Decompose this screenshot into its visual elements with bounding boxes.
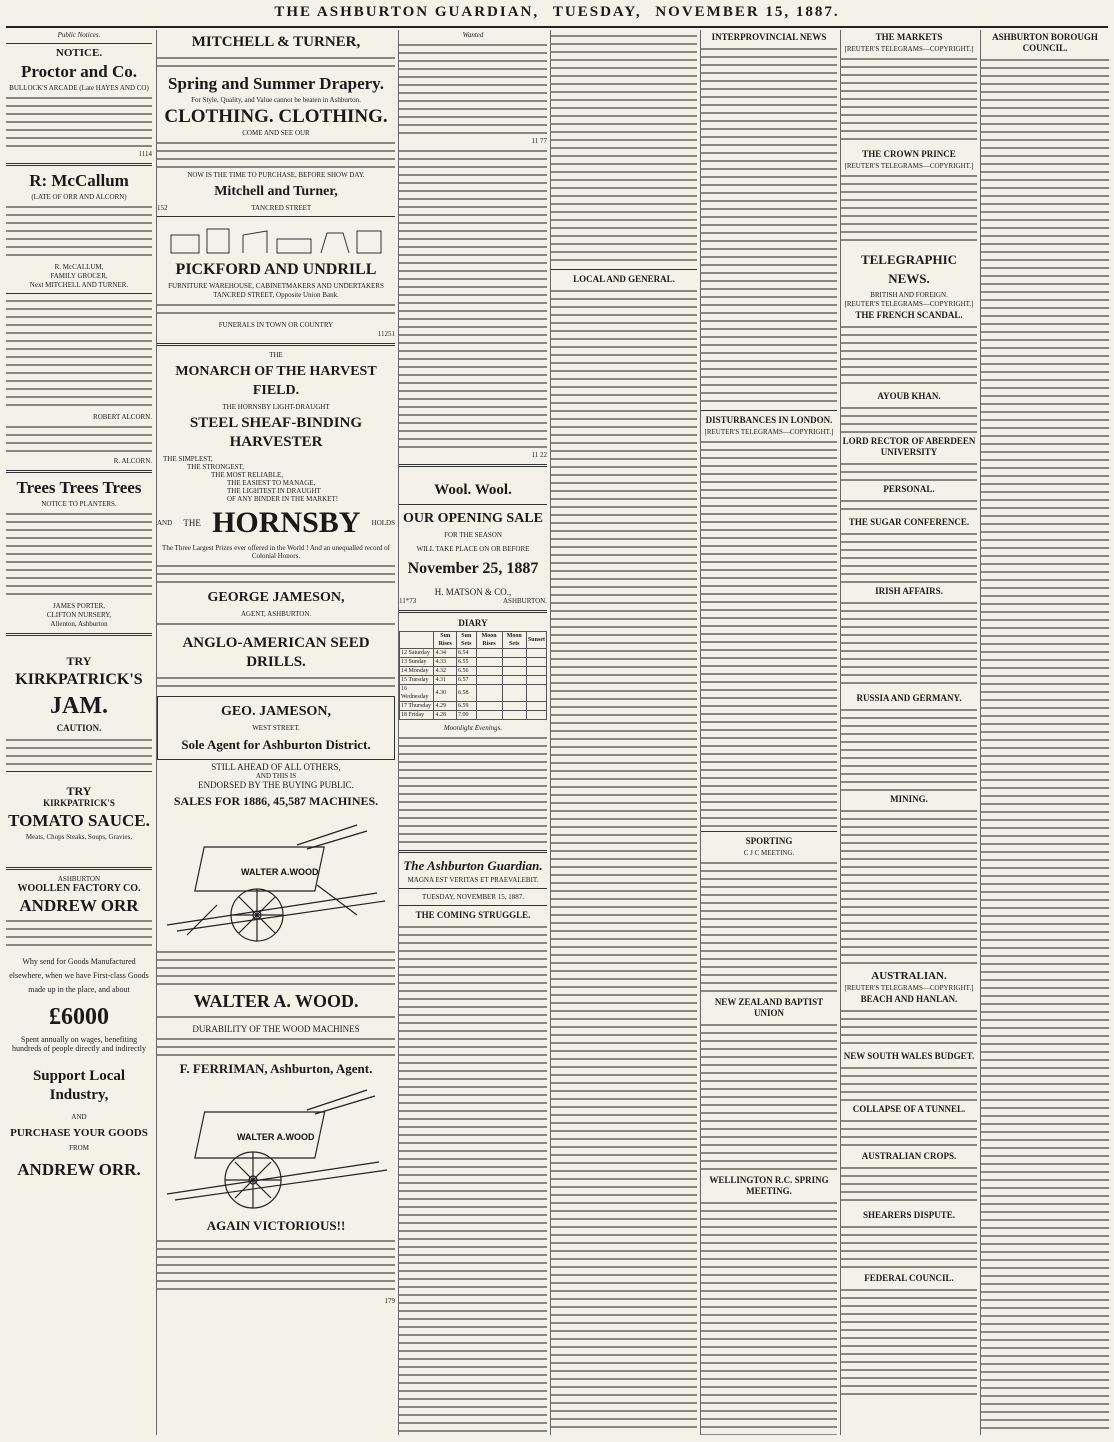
clifton-nursery: CLIFTON NURSERY, <box>46 611 112 619</box>
diary-row <box>400 676 547 685</box>
ferriman-agent: F. FERRIMAN, Ashburton, Agent. <box>179 1061 373 1076</box>
column-6 <box>840 30 977 1435</box>
three-prizes: The Three Largest Prizes ever offered in the World ! And an unequalled record of Colonial Honors. <box>162 544 390 560</box>
try-1: TRY <box>66 654 92 668</box>
masthead <box>6 4 1108 28</box>
the-2: THE <box>183 518 201 528</box>
diary-row <box>400 685 547 702</box>
proctor-heading: Proctor and Co. <box>20 62 137 81</box>
wanted-ads-2 <box>399 148 547 448</box>
masthead-date: NOVEMBER 15, 1887. <box>655 4 840 20</box>
borough-council: ASHBURTON BOROUGH COUNCIL. <box>992 32 1098 53</box>
baptist-union: NEW ZEALAND BAPTIST UNION <box>714 997 824 1018</box>
moonlight-evenings: Moonlight Evenings. <box>443 724 503 732</box>
wellington-rc: WELLINGTON R.C. SPRING MEETING. <box>709 1175 829 1196</box>
jam-heading: JAM. <box>50 693 108 719</box>
crown-text <box>841 173 977 247</box>
geo-jameson: GEO. JAMESON, <box>220 704 332 719</box>
easiest: THE EASIEST TO MANAGE, <box>227 479 316 487</box>
meats-line: Meats, Chops Steaks, Soups, Gravies, <box>25 833 133 841</box>
agent-ashburton: AGENT, ASHBURTON. <box>240 610 312 618</box>
alcorn-text-2 <box>6 424 152 454</box>
andrew-orr-heading: ANDREW ORR <box>19 896 139 915</box>
proctor-num: 1114 <box>138 150 152 158</box>
nsw-text <box>841 1065 977 1101</box>
telegraphic-news: TELEGRAPHIC NEWS. <box>860 252 958 286</box>
disturbances-text <box>701 439 837 827</box>
caution-text <box>6 737 152 767</box>
council-text <box>981 57 1109 1435</box>
alcorn-sign: ROBERT ALCORN. <box>93 413 152 421</box>
furniture-illustration <box>157 221 395 257</box>
diary-row <box>400 711 547 720</box>
come-and-see: COME AND SEE OUR <box>242 129 310 137</box>
diary-header-cell <box>400 632 434 649</box>
diary-cell: 6.59 <box>457 702 477 711</box>
diary-cell <box>502 667 526 676</box>
simplest: THE SIMPLEST, <box>163 455 213 463</box>
lord-text <box>841 461 977 481</box>
diary-cell: 14 Monday <box>400 667 434 676</box>
british-foreign: BRITISH AND FOREIGN. <box>870 291 948 299</box>
clothing-heading: CLOTHING. CLOTHING. <box>164 106 388 127</box>
diary-cell <box>502 711 526 720</box>
mining-heading: MINING. <box>890 794 928 804</box>
crops-text <box>841 1165 977 1207</box>
diary-cell: 6.58 <box>457 685 477 702</box>
alcorn-text <box>6 298 152 410</box>
tancred-union: TANCRED STREET, Opposite Union Bank. <box>213 291 339 299</box>
public-notices-label: Public Notices. <box>57 31 101 39</box>
column-3 <box>398 30 547 1435</box>
still-ahead: STILL AHEAD OF ALL OTHERS, <box>211 762 341 772</box>
matson-co: H. MATSON & CO., <box>434 587 512 597</box>
diary-cell: 18 Friday <box>400 711 434 720</box>
reaper-binder-illustration-2 <box>157 1082 395 1212</box>
diary-cell: 4.29 <box>434 702 457 711</box>
anglo-text <box>157 675 395 693</box>
furniture-warehouse: FURNITURE WAREHOUSE, CABINETMAKERS AND UNDERTAKERS <box>168 282 384 290</box>
sole-agent: Sole Agent for Ashburton District. <box>181 737 371 752</box>
reaper-binder-illustration-1 <box>157 815 395 945</box>
diary-cell: 4.31 <box>434 676 457 685</box>
masthead-title: THE ASHBURTON GUARDIAN, <box>274 4 540 20</box>
allenton: Allenton, Ashburton <box>50 620 108 628</box>
beach-text <box>841 1008 977 1048</box>
made-up: made up in the place, and about <box>28 985 130 994</box>
diary-cell: 16 Wednesday <box>400 685 434 702</box>
diary-cell: 4.33 <box>434 658 457 667</box>
diary-header-cell: Moon Sets <box>502 632 526 649</box>
irish-affairs: IRISH AFFAIRS. <box>875 586 943 596</box>
column-4 <box>550 30 697 1435</box>
ad-num-152: 152 <box>157 204 168 212</box>
funerals: FUNERALS IN TOWN OR COUNTRY <box>218 321 334 329</box>
mccallum-heading: R: McCallum <box>29 171 129 190</box>
caution-heading: CAUTION. <box>56 723 102 733</box>
ayoub-text <box>841 405 977 433</box>
diary-cell: 6.54 <box>457 649 477 658</box>
lightest: THE LIGHTEST IN DRAUGHT <box>227 487 321 495</box>
tomato-sauce-heading: TOMATO SAUCE. <box>8 811 150 830</box>
markets-text <box>841 56 977 146</box>
the-label: THE <box>269 351 283 359</box>
masthead-day: TUESDAY, <box>552 4 642 20</box>
diary-heading: DIARY <box>458 618 488 628</box>
purchase-goods: PURCHASE YOUR GOODS <box>10 1127 148 1139</box>
and-word: AND <box>157 519 173 527</box>
wanted-label: Wanted <box>462 31 484 39</box>
diary-cell: 15 Tuesday <box>400 676 434 685</box>
diary-cell <box>502 685 526 702</box>
diary-cell <box>476 685 502 702</box>
shearers-dispute: SHEARERS DISPUTE. <box>862 1210 956 1220</box>
sales-1886: SALES FOR 1886, 45,587 MACHINES. <box>173 794 379 808</box>
collapse-text <box>841 1118 977 1148</box>
wool-heading: Wool. Wool. <box>434 482 512 498</box>
diary-cell <box>526 658 546 667</box>
hornsby-heading: HORNSBY <box>212 506 361 539</box>
wellington-text <box>701 1200 837 1435</box>
try-2: TRY <box>66 784 92 798</box>
nsw-budget: NEW SOUTH WALES BUDGET. <box>843 1051 975 1061</box>
column-2 <box>156 30 395 1435</box>
diary-cell <box>502 702 526 711</box>
money-amount: £6000 <box>49 1004 109 1030</box>
paper-date: TUESDAY, NOVEMBER 15, 1887. <box>422 893 524 901</box>
victorious-text <box>157 1238 395 1294</box>
alcorn-sign-2: R. ALCORN. <box>113 457 152 465</box>
hornsby-light: THE HORNSBY LIGHT-DRAUGHT <box>222 403 330 411</box>
diary-row <box>400 702 547 711</box>
notice-heading: NOTICE. <box>55 47 103 59</box>
walter-wood-heading: WALTER A. WOOD. <box>193 991 359 1011</box>
ayoub-khan: AYOUB KHAN. <box>877 391 941 401</box>
trees-text <box>6 511 152 599</box>
moon-text <box>399 735 547 845</box>
why-send: Why send for Goods Manufactured <box>22 957 136 966</box>
ashburton-label-3: ASHBURTON. <box>503 597 547 605</box>
french-text <box>841 324 977 388</box>
paper-motto: MAGNA EST VERITAS ET PRAEVALEBIT. <box>407 876 539 884</box>
markets-sub: [REUTER'S TELEGRAMS—COPYRIGHT.] <box>844 45 974 53</box>
again-victorious: AGAIN VICTORIOUS!! <box>206 1218 346 1233</box>
diary-header-cell: Sun Rises <box>434 632 457 649</box>
endorsed: ENDORSED BY THE BUYING PUBLIC. <box>198 780 354 790</box>
diary-header-cell: Sunset <box>526 632 546 649</box>
mitchell-turner-heading: MITCHELL & TURNER, <box>191 34 361 50</box>
diary-cell <box>476 667 502 676</box>
proctor-text <box>6 95 152 147</box>
diary-cell <box>502 676 526 685</box>
mining-text <box>841 808 977 968</box>
jameson-text <box>157 621 395 631</box>
elsewhere: elsewhere, when we have First-class Goods <box>9 971 149 980</box>
diary-cell <box>476 676 502 685</box>
paper-flag: The Ashburton Guardian. <box>403 858 543 873</box>
mitchell-intro <box>157 55 395 71</box>
diary-cell: 6.56 <box>457 667 477 676</box>
collapse-tunnel: COLLAPSE OF A TUNNEL. <box>852 1104 966 1114</box>
hundreds: hundreds of people directly and indirectly <box>12 1044 146 1053</box>
page-number: 179 <box>384 1297 395 1305</box>
diary-cell <box>476 711 502 720</box>
most-reliable: THE MOST RELIABLE, <box>211 471 284 479</box>
diary-cell <box>526 649 546 658</box>
diary-cell <box>526 676 546 685</box>
ad-num-1177: 11 77 <box>531 137 547 145</box>
holds-word: HOLDS <box>371 519 395 527</box>
durability: DURABILITY OF THE WOOD MACHINES <box>192 1024 360 1034</box>
pickford-undrill: PICKFORD AND UNDRILL <box>175 261 377 278</box>
style-line: For Style, Quality, and Value cannot be beaten in Ashburton. <box>191 96 361 104</box>
anglo-american: ANGLO-AMERICAN SEED DRILLS. <box>182 635 370 670</box>
diary-cell <box>526 711 546 720</box>
pickford-text <box>157 302 395 318</box>
diary-cell: 17 Thursday <box>400 702 434 711</box>
diary-row <box>400 667 547 676</box>
clothing-text <box>157 140 395 168</box>
crown-prince: THE CROWN PRINCE <box>862 149 956 159</box>
andrew-orr-bottom: ANDREW ORR. <box>17 1160 141 1179</box>
column-5 <box>700 30 837 1435</box>
spent-annually: Spent annually on wages, benefiting <box>20 1035 138 1044</box>
personal-text <box>841 498 977 514</box>
column-7 <box>980 30 1109 1435</box>
george-jameson: GEORGE JAMESON, <box>207 590 345 605</box>
durability-text <box>157 1036 395 1056</box>
editorial-continued <box>551 33 697 265</box>
any-binder: OF ANY BINDER IN THE MARKET! <box>227 495 339 503</box>
opening-sale: OUR OPENING SALE <box>402 511 544 526</box>
west-street: WEST STREET. <box>252 724 300 732</box>
diary-header-cell: Moon Rises <box>476 632 502 649</box>
cjc-meeting: C J C MEETING. <box>743 849 795 857</box>
diary-cell: 4.32 <box>434 667 457 676</box>
crown-sub: [REUTER'S TELEGRAMS—COPYRIGHT.] <box>844 162 974 170</box>
and-label: AND <box>71 1113 87 1121</box>
will-take-place: WILL TAKE PLACE ON OR BEFORE <box>416 545 530 553</box>
diary-cell: 4.28 <box>434 711 457 720</box>
tancred-street: TANCRED STREET <box>251 204 312 212</box>
spring-drapery: Spring and Summer Drapery. <box>168 74 384 93</box>
diary-header-cell: Sun Sets <box>457 632 477 649</box>
mccallum-grocer: FAMILY GROCER, <box>50 272 108 280</box>
proctor-sub: BULLOCK'S ARCADE (Late HAYES AND CO) <box>9 84 149 92</box>
federal-text <box>841 1287 977 1397</box>
federal-council: FEDERAL COUNCIL. <box>864 1273 954 1283</box>
porter-name: JAMES PORTER, <box>52 602 106 610</box>
trees-heading: Trees Trees Trees <box>16 478 142 497</box>
interprovincial-text <box>701 46 837 406</box>
diary-cell <box>502 649 526 658</box>
diary-cell <box>526 702 546 711</box>
nov-25-date: November 25, 1887 <box>407 560 539 577</box>
diary-cell <box>502 658 526 667</box>
australian-crops: AUSTRALIAN CROPS. <box>861 1151 957 1161</box>
french-scandal: THE FRENCH SCANDAL. <box>855 310 963 320</box>
ad-num-1173: 11*73 <box>399 597 417 605</box>
woollen-factory: WOOLLEN FACTORY CO. <box>17 883 141 894</box>
ashburton-label: ASHBURTON <box>57 875 101 883</box>
machine-label-1: WALTER A.WOOD <box>241 867 319 877</box>
diary-cell: 4.30 <box>434 685 457 702</box>
irish-text <box>841 600 977 690</box>
russia-text <box>841 707 977 791</box>
steel-sheaf: STEEL SHEAF-BINDING HARVESTER <box>189 415 363 450</box>
russia-germany: RUSSIA AND GERMANY. <box>856 693 962 703</box>
trees-sub: NOTICE TO PLANTERS. <box>41 500 117 508</box>
now-is-time: NOW IS THE TIME TO PURCHASE, BEFORE SHOW DAY. <box>187 171 365 179</box>
diary-cell: 12 Saturday <box>400 649 434 658</box>
wanted-ads-1 <box>399 42 547 134</box>
ad-num-1122: 11 22 <box>531 451 547 459</box>
woollen-text <box>6 918 152 952</box>
shearers-text <box>841 1224 977 1270</box>
diary-cell: 7.00 <box>457 711 477 720</box>
diary-cell <box>476 649 502 658</box>
australian-sub: [REUTER'S TELEGRAMS—COPYRIGHT.] <box>844 984 974 992</box>
wood-text <box>157 949 395 989</box>
from-label: FROM <box>69 1144 89 1152</box>
diary-cell <box>526 667 546 676</box>
mccallum-name: R. McCALLUM, <box>54 263 104 271</box>
diary-cell: 6.55 <box>457 658 477 667</box>
interprovincial-news: INTERPROVINCIAL NEWS <box>711 32 827 42</box>
and-this-is: AND THIS IS <box>255 772 297 780</box>
strongest: THE STRONGEST, <box>187 463 245 471</box>
kirkpatricks-1: KIRKPATRICK'S <box>15 671 143 688</box>
wood-sub-text <box>157 1014 395 1022</box>
sugar-text <box>841 531 977 583</box>
for-season: FOR THE SEASON <box>444 531 502 539</box>
personal-heading: PERSONAL. <box>883 484 935 494</box>
mitchell-turner-2: Mitchell and Turner, <box>214 184 338 199</box>
machine-label-2: WALTER A.WOOD <box>237 1132 315 1142</box>
local-news-text <box>551 288 697 1428</box>
diary-cell: 13 Sunday <box>400 658 434 667</box>
baptist-text <box>701 1022 837 1172</box>
lord-rector: LORD RECTOR OF ABERDEEN UNIVERSITY <box>842 436 976 457</box>
mccallum-next: Next MITCHELL AND TURNER. <box>29 281 129 289</box>
kirkpatricks-2: KIRKPATRICK'S <box>43 798 115 808</box>
disturbances-sub: [REUTER'S TELEGRAMS—COPYRIGHT.] <box>704 428 834 436</box>
disturbances-london: DISTURBANCES IN LONDON. <box>705 415 833 425</box>
diary-cell <box>526 685 546 702</box>
editorial-text <box>399 924 547 1435</box>
local-and-general: LOCAL AND GENERAL. <box>573 274 675 284</box>
hornsby-text <box>157 563 395 585</box>
cjc-text <box>701 860 837 994</box>
british-sub: [REUTER'S TELEGRAMS—COPYRIGHT.] <box>844 300 974 308</box>
australian-heading: AUSTRALIAN. <box>871 970 947 982</box>
coming-struggle: THE COMING STRUGGLE. <box>415 910 531 920</box>
diary-cell: 6.57 <box>457 676 477 685</box>
monarch-heading: MONARCH OF THE HARVEST FIELD. <box>175 364 377 398</box>
ad-num-11251: 11251 <box>377 330 395 338</box>
support-local: Support Local Industry, <box>32 1068 126 1103</box>
diary-cell <box>476 702 502 711</box>
mccallum-text <box>6 204 152 260</box>
mccallum-sub: (LATE OF ORR AND ALCORN) <box>31 193 127 201</box>
beach-hanlan: BEACH AND HANLAN. <box>860 994 958 1004</box>
diary-cell <box>476 658 502 667</box>
diary-cell: 4.34 <box>434 649 457 658</box>
sugar-conference: THE SUGAR CONFERENCE. <box>848 517 970 527</box>
markets-heading: THE MARKETS <box>875 32 943 42</box>
sporting-heading: SPORTING <box>745 836 793 846</box>
diary-table <box>399 631 547 720</box>
column-1 <box>6 30 152 1435</box>
diary-row <box>400 649 547 658</box>
diary-row <box>400 658 547 667</box>
